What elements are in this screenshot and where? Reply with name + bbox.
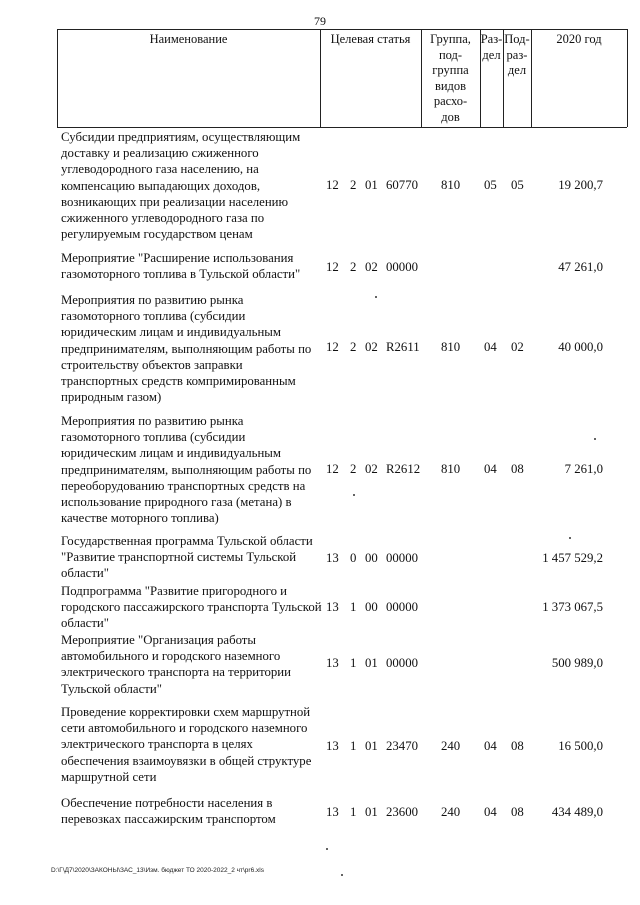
cs-event: 02 bbox=[365, 462, 378, 476]
row-name: Мероприятия по развитию рынка газомоторного топлива (субсидии юридическим лицам и индивидуальным предпринимателям, выполняющим работы по строительству объектов заправки транспортных средств компримированным природным газом) bbox=[61, 293, 312, 405]
header-year-2020: 2020 год bbox=[556, 32, 602, 46]
expense-group: 810 bbox=[441, 462, 461, 476]
cs-event: 01 bbox=[365, 656, 378, 670]
row-name: Субсидии предприятиям, осуществляющим доставку и реализацию сжиженного углеводородного газа населению, на компенсацию выпадающих доходов, возникающих при реализации населению сжиженного углеводородного газа по регулируемым государством ценам bbox=[61, 130, 301, 242]
cs-program: 12 bbox=[326, 178, 339, 192]
section: 05 bbox=[484, 178, 497, 192]
header-bottom-border bbox=[57, 127, 627, 128]
scan-speck bbox=[569, 537, 571, 539]
scan-speck bbox=[326, 848, 328, 850]
cs-subprogram: 1 bbox=[350, 656, 357, 670]
cs-direction: 00000 bbox=[386, 260, 418, 274]
subsection: 05 bbox=[511, 178, 524, 192]
cs-program: 12 bbox=[326, 340, 339, 354]
cs-event: 01 bbox=[365, 178, 378, 192]
cs-event: 00 bbox=[365, 551, 378, 565]
cs-program: 13 bbox=[326, 551, 339, 565]
footer-file-path: D:\Г\Д7\2020\ЗАКОНЫ\ЗАС_13\Изм. бюджет ТО 2020-2022_2 чт\pr6.xls bbox=[51, 867, 264, 874]
row-name: Обеспечение потребности населения в перевозках пассажирским транспортом bbox=[61, 796, 276, 827]
scan-speck bbox=[594, 438, 596, 440]
cs-subprogram: 1 bbox=[350, 600, 357, 614]
amount-2020: 1 457 529,2 bbox=[542, 551, 603, 565]
cs-program: 13 bbox=[326, 805, 339, 819]
cs-subprogram: 2 bbox=[350, 178, 357, 192]
row-name: Государственная программа Тульской области "Развитие транспортной системы Тульской области" bbox=[61, 534, 313, 581]
subsection: 02 bbox=[511, 340, 524, 354]
subsection: 08 bbox=[511, 805, 524, 819]
header-section: Раз- дел bbox=[480, 32, 503, 62]
cs-subprogram: 2 bbox=[350, 260, 357, 274]
cs-direction: R2611 bbox=[386, 340, 420, 354]
row-name: Мероприятия по развитию рынка газомоторного топлива (субсидии юридическим лицам и индивидуальным предпринимателям, выполняющим работы по переоборудованию транспортных средств на использование природного газа (метана) в качестве моторного топлива) bbox=[61, 414, 312, 526]
expense-group: 810 bbox=[441, 178, 461, 192]
scan-speck bbox=[341, 874, 343, 876]
page-number: 79 bbox=[314, 14, 326, 28]
scan-speck bbox=[375, 296, 377, 298]
header-col-divider bbox=[627, 29, 628, 127]
amount-2020: 1 373 067,5 bbox=[542, 600, 603, 614]
cs-program: 12 bbox=[326, 260, 339, 274]
cs-subprogram: 0 bbox=[350, 551, 357, 565]
subsection: 08 bbox=[511, 462, 524, 476]
amount-2020: 7 261,0 bbox=[564, 462, 603, 476]
row-name: Подпрограмма "Развитие пригородного и городского пассажирского транспорта Тульской области" bbox=[61, 584, 322, 631]
amount-2020: 40 000,0 bbox=[558, 340, 603, 354]
section: 04 bbox=[484, 340, 497, 354]
header-subsection: Под- раз- дел bbox=[504, 32, 530, 77]
cs-direction: 00000 bbox=[386, 600, 418, 614]
section: 04 bbox=[484, 462, 497, 476]
cs-program: 13 bbox=[326, 656, 339, 670]
cs-event: 00 bbox=[365, 600, 378, 614]
subsection: 08 bbox=[511, 739, 524, 753]
cs-program: 12 bbox=[326, 462, 339, 476]
cs-event: 01 bbox=[365, 739, 378, 753]
cs-program: 13 bbox=[326, 600, 339, 614]
cs-event: 02 bbox=[365, 260, 378, 274]
cs-subprogram: 1 bbox=[350, 805, 357, 819]
header-name: Наименование bbox=[149, 32, 228, 46]
row-name: Мероприятие "Организация работы автомобильного и городского наземного электрического транспорта на территории Тульской области" bbox=[61, 633, 291, 696]
section: 04 bbox=[484, 739, 497, 753]
cs-event: 02 bbox=[365, 340, 378, 354]
scan-speck bbox=[353, 494, 355, 496]
row-name: Мероприятие "Расширение использования газомоторного топлива в Тульской области" bbox=[61, 251, 301, 282]
cs-direction: 23470 bbox=[386, 739, 418, 753]
amount-2020: 434 489,0 bbox=[551, 805, 603, 819]
cs-event: 01 bbox=[365, 805, 378, 819]
expense-group: 240 bbox=[441, 805, 461, 819]
cs-direction: R2612 bbox=[386, 462, 421, 476]
amount-2020: 16 500,0 bbox=[558, 739, 603, 753]
header-expense-group: Группа, под- группа видов расхо- дов bbox=[430, 32, 471, 124]
expense-group: 810 bbox=[441, 340, 461, 354]
section: 04 bbox=[484, 805, 497, 819]
amount-2020: 500 989,0 bbox=[551, 656, 603, 670]
header-top-border bbox=[57, 29, 627, 30]
header-target-article: Целевая статья bbox=[330, 32, 411, 46]
cs-subprogram: 1 bbox=[350, 739, 357, 753]
cs-direction: 60770 bbox=[386, 178, 418, 192]
cs-direction: 23600 bbox=[386, 805, 418, 819]
cs-direction: 00000 bbox=[386, 656, 418, 670]
expense-group: 240 bbox=[441, 739, 461, 753]
amount-2020: 19 200,7 bbox=[558, 178, 603, 192]
row-name: Проведение корректировки схем маршрутной сети автомобильного и городского наземного электрического транспорта в целях обеспечения взаимоувязки в общей структуре маршрутной сети bbox=[61, 705, 312, 784]
cs-subprogram: 2 bbox=[350, 340, 357, 354]
cs-subprogram: 2 bbox=[350, 462, 357, 476]
cs-program: 13 bbox=[326, 739, 339, 753]
amount-2020: 47 261,0 bbox=[558, 260, 603, 274]
cs-direction: 00000 bbox=[386, 551, 418, 565]
